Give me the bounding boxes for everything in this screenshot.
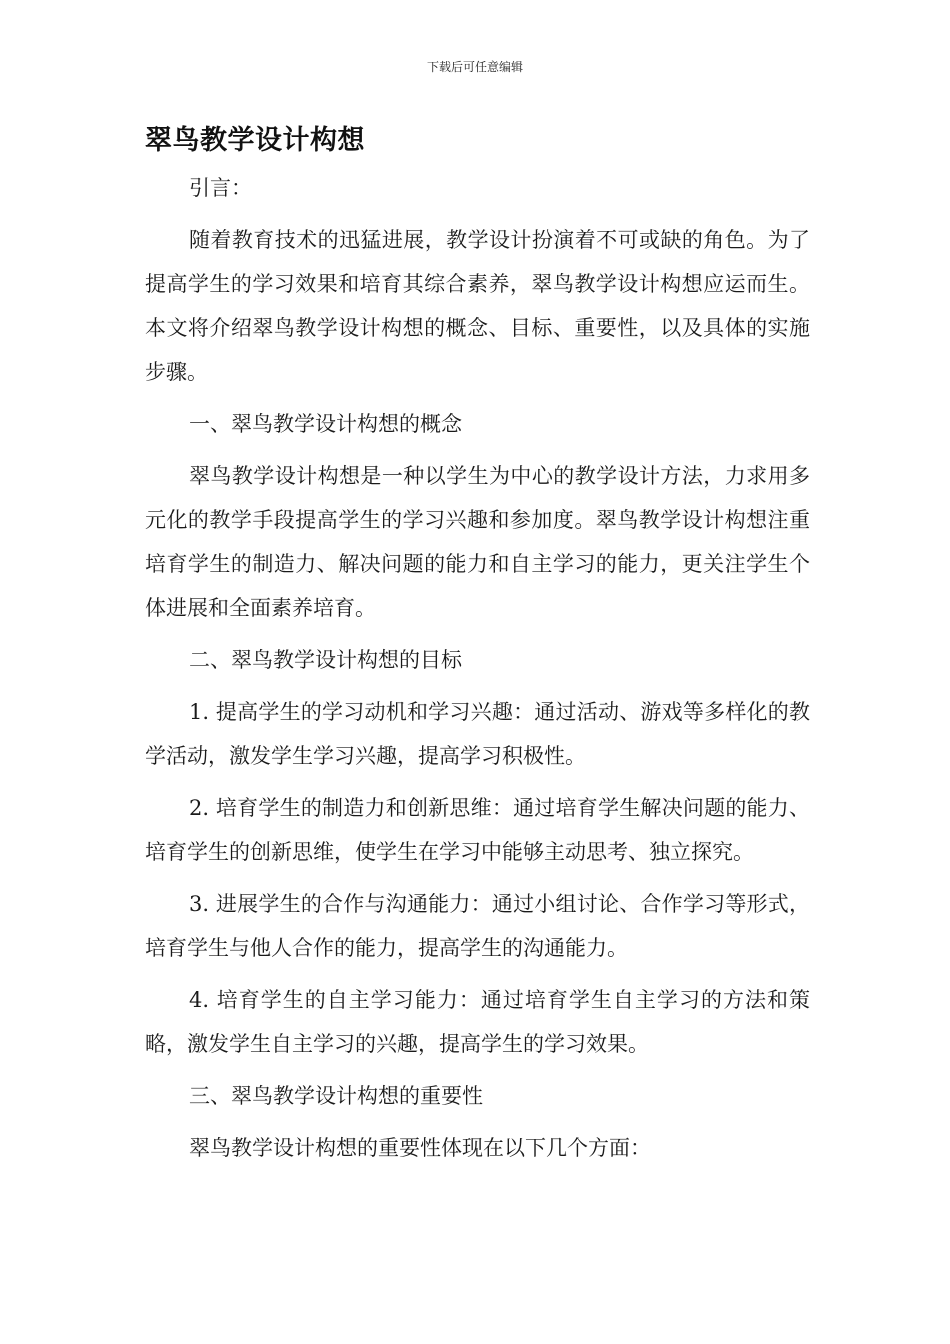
paragraph-importance: 翠鸟教学设计构想的重要性体现在以下几个方面： bbox=[189, 1136, 651, 1160]
header-note: 下载后可任意编辑 bbox=[426, 60, 523, 74]
paragraph-intro: 随着教育技术的迅猛进展，教学设计扮演着不可或缺的角色。为了提高学生的学习效果和培育其综合素养，翠鸟教学设计构想应运而生。本文将介绍翠鸟教学设计构想的概念、目标、重要性，以及具体的实施步骤。 bbox=[145, 228, 810, 384]
goal-item-4: 4. 培育学生的自主学习能力：通过培育学生自主学习的方法和策略，激发学生自主学习的兴趣，提高学生的学习效果。 bbox=[145, 988, 810, 1056]
section-heading-concept: 一、翠鸟教学设计构想的概念 bbox=[189, 412, 462, 436]
document-body bbox=[145, 166, 810, 1178]
goal-item-2: 2. 培育学生的制造力和创新思维：通过培育学生解决问题的能力、培育学生的创新思维，使学生在学习中能够主动思考、独立探究。 bbox=[145, 796, 810, 864]
goal-item-1: 1. 提高学生的学习动机和学习兴趣：通过活动、游戏等多样化的教学活动，激发学生学习兴趣，提高学习积极性。 bbox=[145, 700, 810, 768]
paragraph-concept: 翠鸟教学设计构想是一种以学生为中心的教学设计方法，力求用多元化的教学手段提高学生的学习兴趣和参加度。翠鸟教学设计构想注重培育学生的制造力、解决问题的能力和自主学习的能力，更关注学生个体进展和全面素养培育。 bbox=[145, 464, 810, 620]
section-heading-importance: 三、翠鸟教学设计构想的重要性 bbox=[189, 1084, 483, 1108]
document-title: 翠鸟教学设计构想 bbox=[145, 125, 365, 156]
section-heading-goals: 二、翠鸟教学设计构想的目标 bbox=[189, 648, 462, 672]
goal-item-3: 3. 进展学生的合作与沟通能力：通过小组讨论、合作学习等形式，培育学生与他人合作的能力，提高学生的沟通能力。 bbox=[145, 892, 810, 960]
paragraph-intro-label: 引言： bbox=[189, 176, 252, 200]
